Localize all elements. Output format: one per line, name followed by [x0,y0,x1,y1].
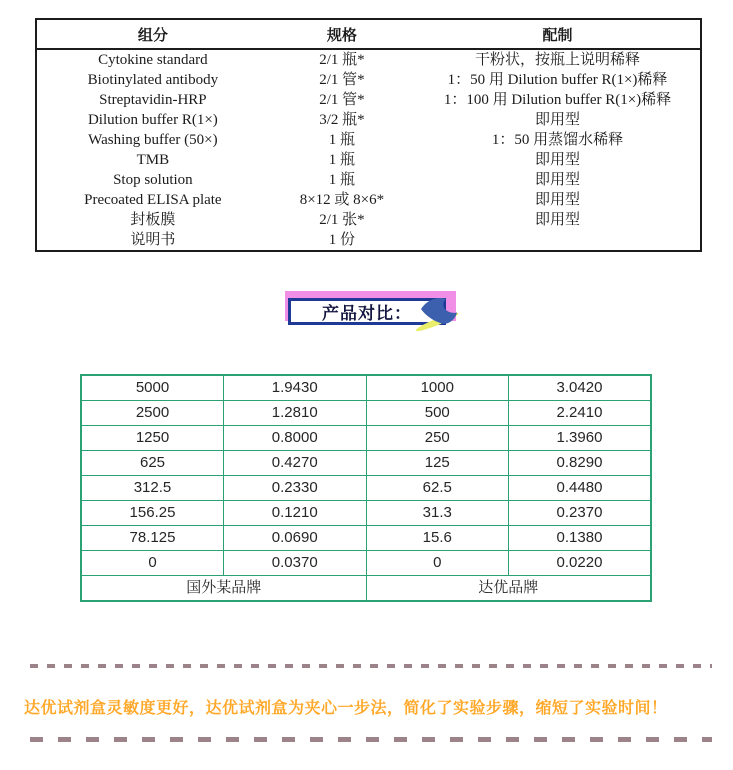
brand-dayou-label: 达优品牌 [366,576,651,602]
table-cell: 0 [81,551,224,576]
table-cell: 1：50 用 Dilution buffer R(1×)稀释 [447,72,668,88]
table-cell: Washing buffer (50×) [88,132,218,148]
table-cell: 2/1 管* [319,92,365,108]
table-cell: 1250 [81,426,224,451]
header-spec: 规格 [269,19,415,49]
table-row [36,150,701,170]
table-cell: 0.1210 [224,501,367,526]
table-cell: 0.2370 [509,501,652,526]
table-cell: 1 份 [328,232,356,248]
product-comparison-badge [285,290,470,338]
table-cell: 31.3 [366,501,509,526]
table-cell: 8×12 或 8×6* [299,192,385,208]
table-cell: 2.2410 [509,401,652,426]
table-cell: 即用型 [535,172,581,188]
badge-label: 产品对比： [322,304,412,323]
table-cell: 1：50 用蒸馏水稀释 [491,132,624,148]
table-cell: 500 [366,401,509,426]
table-row [36,190,701,210]
table-cell: 3.0420 [509,375,652,401]
table-row [36,49,701,70]
table-row [36,90,701,110]
table-cell: Biotinylated antibody [87,72,219,88]
table-row [81,426,651,451]
components-header-row [36,19,701,49]
table-row [81,526,651,551]
table-cell: 0.4270 [224,451,367,476]
table-cell: 15.6 [366,526,509,551]
table-cell: 0.1380 [509,526,652,551]
table-cell: 0.0220 [509,551,652,576]
table-cell: 即用型 [535,112,581,128]
table-cell: 0.2330 [224,476,367,501]
table-row [81,501,651,526]
table-cell: 0.8000 [224,426,367,451]
table-cell: 3/2 瓶* [319,112,365,128]
comparison-table [80,374,652,602]
table-cell: 5000 [81,375,224,401]
comparison-table-section [80,374,652,602]
table-row [36,170,701,190]
table-cell: TMB [136,152,170,168]
table-cell: 1000 [366,375,509,401]
table-row [36,110,701,130]
table-row [36,210,701,230]
table-cell: 即用型 [535,152,581,168]
table-cell [415,230,701,251]
table-cell: 干粉状，按瓶上说明稀释 [475,52,641,68]
table-cell: 1 瓶 [328,132,356,148]
table-cell: 312.5 [81,476,224,501]
table-row [81,451,651,476]
table-row [36,70,701,90]
table-cell: 1.2810 [224,401,367,426]
dashed-divider-bottom [30,737,712,742]
table-cell: 0 [366,551,509,576]
table-row [36,130,701,150]
table-cell: 即用型 [535,192,581,208]
comparison-footer-row [81,576,651,602]
table-cell: 1：100 用 Dilution buffer R(1×)稀释 [443,92,672,108]
table-cell: 625 [81,451,224,476]
brand-foreign-label: 国外某品牌 [81,576,366,602]
table-cell: 1 瓶 [328,172,356,188]
table-cell: Dilution buffer R(1×) [87,112,218,128]
highlight-note: 达优试剂盒灵敏度更好，达优试剂盒为夹心一步法，简化了实验步骤，缩短了实验时间！ [24,700,668,717]
dashed-divider-top [30,664,712,668]
table-cell: 2/1 瓶* [319,52,365,68]
table-row [36,230,701,251]
header-component: 组分 [36,19,269,49]
table-cell: 封板膜 [130,212,176,228]
table-row [81,401,651,426]
table-row [81,375,651,401]
table-cell: Stop solution [113,172,193,188]
table-cell: 250 [366,426,509,451]
table-cell: 2500 [81,401,224,426]
table-cell: 156.25 [81,501,224,526]
table-cell: 0.4480 [509,476,652,501]
table-cell: 说明书 [130,232,176,248]
table-row [81,551,651,576]
table-cell: 1.3960 [509,426,652,451]
table-cell: 0.8290 [509,451,652,476]
table-cell: 即用型 [535,212,581,228]
components-table [35,18,702,252]
table-cell: 1.9430 [224,375,367,401]
table-row [81,476,651,501]
flag-pen-icon [413,292,463,336]
table-cell: 2/1 管* [319,72,365,88]
table-cell: 1 瓶 [328,152,356,168]
table-cell: Precoated ELISA plate [84,192,222,208]
components-table-section [35,18,702,252]
table-cell: 62.5 [366,476,509,501]
table-cell: 2/1 张* [319,212,365,228]
table-cell: Cytokine standard [98,52,208,68]
table-cell: Streptavidin-HRP [99,92,207,108]
table-cell: 78.125 [81,526,224,551]
header-preparation: 配制 [415,19,701,49]
table-cell: 125 [366,451,509,476]
table-cell: 0.0690 [224,526,367,551]
table-cell: 0.0370 [224,551,367,576]
